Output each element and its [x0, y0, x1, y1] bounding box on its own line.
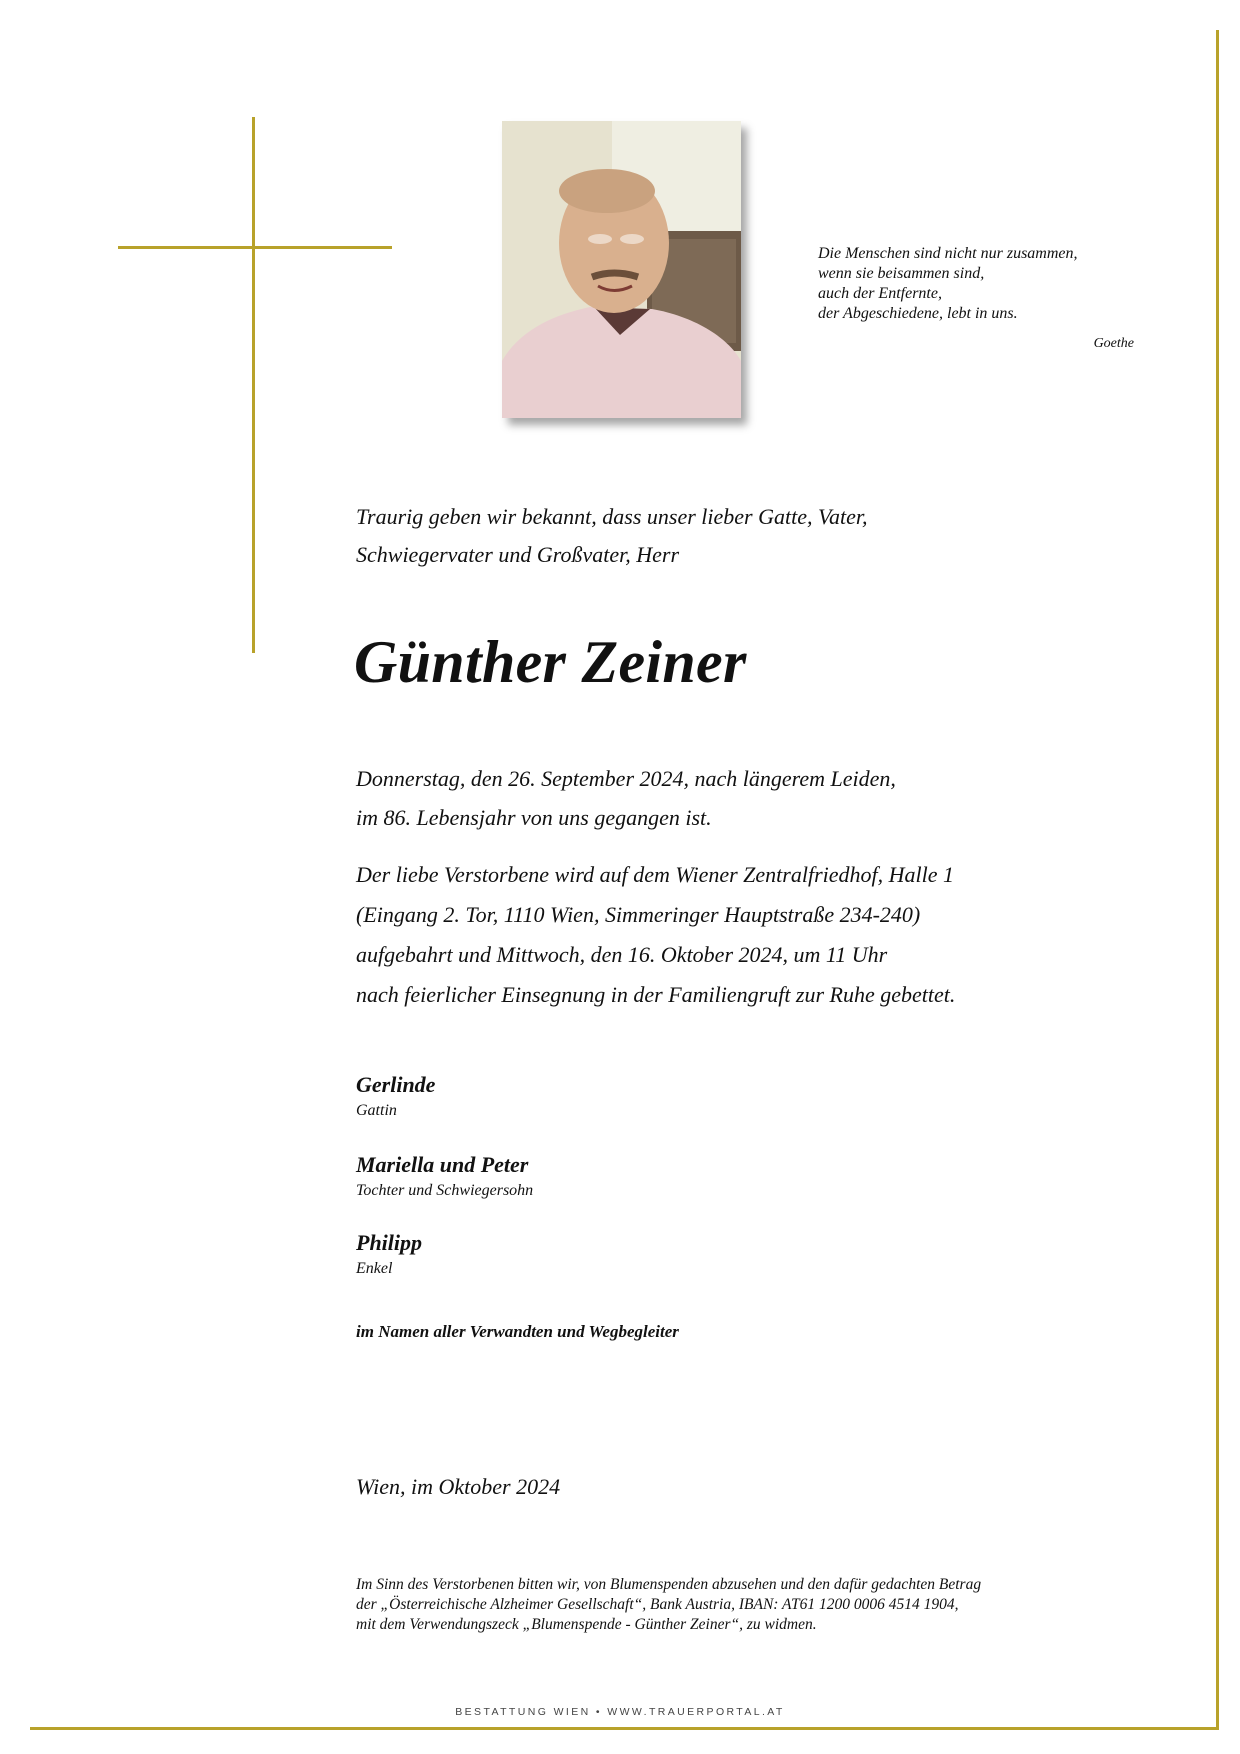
mourner-role: Gattin [356, 1102, 397, 1119]
intro-line: Schwiegervater und Großvater, Herr [356, 542, 680, 567]
place-date: Wien, im Oktober 2024 [356, 1474, 561, 1499]
relatives-note: im Namen aller Verwandten und Wegbegleiter [356, 1322, 679, 1341]
mourner-name: Gerlinde [356, 1072, 436, 1097]
quote-line: Die Menschen sind nicht nur zusammen, [818, 245, 1078, 262]
frame-bottom-border [30, 1727, 1219, 1730]
cross-icon-horizontal-bar [118, 246, 392, 249]
funeral-details-line: nach feierlicher Einsegnung in der Familiengruft zur Ruhe gebettet. [356, 982, 956, 1007]
donation-note-line: mit dem Verwendungszeck „Blumenspende - Günther Zeiner“, zu widmen. [356, 1616, 817, 1633]
mourner-role: Enkel [356, 1260, 393, 1277]
quote-line: der Abgeschiedene, lebt in uns. [818, 305, 1018, 322]
mourner-name: Mariella und Peter [356, 1152, 529, 1177]
death-notice-line: im 86. Lebensjahr von uns gegangen ist. [356, 805, 712, 830]
quote-line: wenn sie beisammen sind, [818, 265, 985, 282]
funeral-details-line: (Eingang 2. Tor, 1110 Wien, Simmeringer Hauptstraße 234-240) [356, 902, 921, 927]
deceased-name: Günther Zeiner [354, 629, 747, 695]
funeral-details-line: aufgebahrt und Mittwoch, den 16. Oktober 2024, um 11 Uhr [356, 942, 888, 967]
donation-note-line: Im Sinn des Verstorbenen bitten wir, von Blumenspenden abzusehen und den dafür gedachten Betrag [356, 1576, 982, 1593]
frame-right-border [1216, 30, 1219, 1730]
mourner-name: Philipp [356, 1230, 423, 1255]
intro-line: Traurig geben wir bekannt, dass unser lieber Gatte, Vater, [356, 504, 868, 529]
donation-note-line: der „Österreichische Alzheimer Gesellschaft“, Bank Austria, IBAN: AT61 1200 0006 4514 1904, [356, 1596, 959, 1613]
footer-credit: BESTATTUNG WIEN • WWW.TRAUERPORTAL.AT [455, 1706, 785, 1718]
quote-line: auch der Entfernte, [818, 285, 942, 302]
portrait-photo [502, 121, 741, 418]
death-notice-line: Donnerstag, den 26. September 2024, nach längerem Leiden, [356, 766, 896, 791]
funeral-details-line: Der liebe Verstorbene wird auf dem Wiener Zentralfriedhof, Halle 1 [356, 862, 954, 887]
cross-icon-vertical-bar [252, 117, 255, 653]
quote-author: Goethe [1093, 336, 1134, 351]
mourner-role: Tochter und Schwiegersohn [356, 1182, 534, 1199]
quote-block [818, 244, 1138, 351]
